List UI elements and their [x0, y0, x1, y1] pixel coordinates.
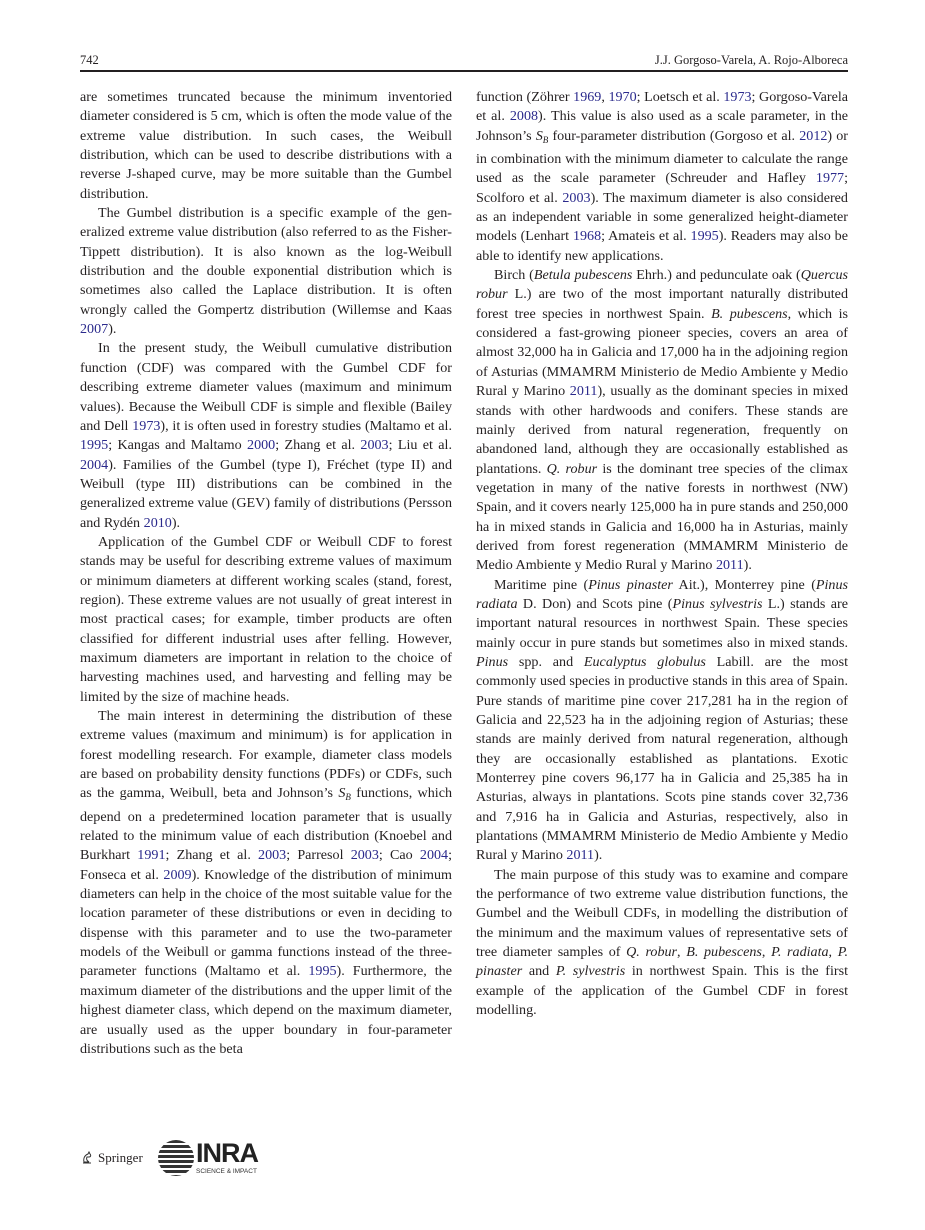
paragraph — [80, 707, 452, 1059]
citation-link[interactable]: 1995 — [690, 228, 719, 245]
paragraph — [80, 204, 452, 339]
citation-link[interactable]: 2011 — [566, 847, 595, 864]
citation-link[interactable]: 2010 — [143, 514, 172, 531]
paragraph-text: ; Cao — [378, 847, 420, 864]
right-column — [476, 88, 848, 1021]
species-name: Eucalyptus globulus — [583, 653, 706, 670]
paragraph-text: ; Fonseca et al. — [80, 847, 452, 883]
paragraph: function (Zöhrer 1969, 1970; Loetsch et al. 1973; Gorgoso-Varela et al. 2008). This value is also used as a scale parameter, in the Johnson’s $S_B$ four-parameter distribution (Gorgoso et al. 2012) or in combination with the minimum diameter to calculate the range used as the scale parameter (Schreuder and Hafley 1977; Scolforo et al. 2003). The maximum diameter is also considered as an independent variable in some generalized height-diameter models (Lenhart 1968; Amateis et al. 1995). Readers may also be able to identify new applications. — [476, 89, 848, 264]
citation-link[interactable]: 2004 — [80, 456, 109, 473]
citation-link[interactable]: 2003 — [562, 189, 591, 206]
citation-link[interactable]: 1995 — [308, 963, 337, 980]
paragraph-text: are sometimes truncated because the minimum inventoried diameter considered is 5 cm, which is often the mode value of the extreme value distribution. In such cases, the Weibull distribution, which can be used to describe distributions with a reverse J-shaped curve, may be more suitable than the Gumbel distribution. — [80, 89, 452, 202]
paragraph-text: ; Parresol — [286, 847, 351, 864]
citation-link[interactable]: 2011 — [715, 557, 744, 574]
species-name: P. pinaster — [476, 944, 849, 980]
citation-link[interactable]: 2012 — [799, 127, 828, 144]
paragraph-text: functions, which depend on a predetermined location parameter that is usually related to the minimum value of each distribution (Knoebel and Burkhart — [80, 785, 452, 864]
citation-link[interactable]: 1970 — [608, 89, 637, 105]
paragraph-text: ; Zhang et al. — [275, 437, 361, 454]
page-footer — [80, 1138, 380, 1183]
species-name: P. sylvestris — [555, 963, 626, 980]
species-name: B. pubescens — [711, 305, 788, 322]
species-name: Q. robur — [546, 460, 598, 477]
math-symbol: $S_B$ — [338, 785, 351, 803]
citation-link[interactable]: 1969 — [573, 89, 602, 105]
paragraph-text: ; Kangas and Maltamo — [108, 437, 248, 454]
paragraph-text: ; Zhang et al. — [165, 847, 259, 864]
inra-logo-text: INRA — [196, 1138, 258, 1168]
citation-link[interactable]: 1973 — [132, 417, 161, 434]
inra-logo — [158, 1138, 268, 1183]
species-name: Betula pubescens — [533, 267, 633, 284]
paragraph: Birch (Betula pubescens Ehrh.) and pedunculate oak (Quercus robur L.) are two of the most important naturally distributed forest tree species in northwest Spain. B. pubescens, which is considered a fast-growing pioneer species, covers an area of almost 32,000 ha in Galicia and 17,000 ha in the adjoining region of Asturias (MMAMRM Ministerio de Medio Ambiente y Medio Rural y Marino 2011), usually as the dominant species in mixed stands with other hardwoods and conifers. These stands are mainly derived from natural regeneration, frequently on abandoned land, although they are occasionally established as plantations. Q. robur is the dominant tree species of the climax vegetation in many of the native forests in northwest (NW) Spain, and it covers nearly 125,000 ha in pure stands and 250,000 ha in mixed stands in Galicia and 16,000 ha in Asturias, mainly derived from forest regeneration (MMAMRM Ministerio de Medio Ambiente y Medio Rural y Marino 2011). — [476, 267, 848, 574]
inra-logo-tagline: SCIENCE & IMPACT — [196, 1168, 257, 1175]
math-symbol: $S_B$ — [535, 127, 549, 145]
publisher-name: Springer — [98, 1150, 143, 1165]
species-name: Pinus sylvestris — [672, 595, 763, 612]
paragraph-text: ). Furthermore, the maximum diameter of the distributions and the upper limit of the highest diameter class, which depend on the maximum diameter, are usually used as the upper boundary in four-parameter distributions such as the beta — [80, 963, 452, 1057]
citation-link[interactable]: 2008 — [509, 108, 539, 125]
running-header — [80, 50, 848, 70]
paragraph — [80, 339, 452, 532]
species-name: P. radiata — [771, 944, 829, 961]
paragraph-text: ). — [108, 321, 117, 338]
springer-horse-icon — [80, 1151, 94, 1165]
paragraph-text: ; Liu et al. — [388, 437, 452, 454]
citation-link[interactable]: 2000 — [247, 437, 276, 454]
paragraph-text: ), it is often used in forestry studies (Maltamo et al. — [160, 417, 452, 434]
running-header-authors: J.J. Gorgoso-Varela, A. Rojo-Alboreca — [654, 53, 848, 67]
springer-logo — [80, 1150, 143, 1166]
paragraph-text: ). Knowledge of the distribution of minimum diameters can help in the choice of the most suitable value for the location parameter of these distributions or even in deciding to dispense with this parameter and to use the two-parameter models of the Weibull or gamma functions instead of the three-parameter functions (Maltamo et al. — [80, 866, 452, 980]
paragraph-text: ). Families of the Gumbel (type I), Fréchet (type II) and Weibull (type III) distributions can be combined in the generalized extreme value (GEV) family of distributions (Persson and Rydén — [80, 456, 452, 531]
paragraph: The main purpose of this study was to examine and compare the performance of two extreme value distribution functions, the Gumbel and the Weibull CDFs, in modelling the distribution of the minimum and the maximum values of representative sets of tree diameter samples of Q. robur, B. pubescens, P. radiata, P. pinaster and P. sylvestris in northwest Spain. This is the first example of the application of the Gumbel CDF in forest modelling. — [476, 866, 849, 1019]
citation-link[interactable]: 1973 — [723, 89, 752, 105]
paragraph-text: In the present study, the Weibull cumulative distribution function (CDF) was compared with the Gumbel CDF for describing extreme diameter values (maximum and minimum values). Because the Weibull CDF is simple and flexible (Bailey and Dell — [80, 340, 452, 434]
citation-link[interactable]: 1977 — [815, 170, 845, 187]
paragraph — [80, 88, 452, 204]
paragraph-text: Application of the Gumbel CDF or Weibull CDF to forest stands may be useful for describing extreme values of maximum or minimum diameters at different working scales (stand, forest, region). These extreme values are not usually of great interest in most practical cases; for example, timber products are often classified for different industrial uses after felling. However, maximum diameters are important in relation to the choice of harvesting machines used, and harvesting and felling may be limited by the size of machine heads. — [80, 533, 452, 705]
citation-link[interactable]: 1968 — [572, 228, 602, 245]
species-name: Quercus robur — [476, 267, 848, 303]
citation-link[interactable]: 1995 — [80, 437, 109, 454]
species-name: B. pubescens — [686, 944, 762, 961]
citation-link[interactable]: 2007 — [80, 321, 109, 338]
citation-link[interactable]: 2004 — [419, 847, 449, 864]
citation-link[interactable]: 2003 — [350, 847, 379, 864]
paragraph — [80, 533, 452, 707]
header-rule — [80, 70, 848, 72]
species-name: Pinus radiata — [476, 576, 849, 612]
citation-link[interactable]: 2003 — [360, 437, 389, 454]
paragraph-text: ). — [171, 514, 181, 531]
citation-link[interactable]: 2003 — [258, 847, 287, 864]
citation-link[interactable]: 2009 — [163, 866, 192, 883]
species-name: Q. robur — [626, 944, 678, 961]
citation-link[interactable]: 1991 — [137, 847, 166, 864]
species-name: Pinus pinaster — [588, 576, 673, 593]
species-name: Pinus — [476, 653, 509, 670]
left-column — [80, 88, 452, 1059]
page-number: 742 — [80, 53, 99, 67]
inra-globe-icon — [158, 1140, 194, 1176]
citation-link[interactable]: 2011 — [569, 383, 598, 400]
paragraph-text: The main interest in determining the distribution of these extreme values (maximum and minimum) is for application in forest modelling research. For example, diameter class models are based on probability density functions (PDFs) or CDFs, such as the gamma, Weibull, beta and Johnson’s — [80, 708, 452, 802]
paragraph: Maritime pine (Pinus pinaster Ait.), Monterrey pine (Pinus radiata D. Don) and Scots pine (Pinus sylvestris L.) stands are important natural resources in northwest Spain. These species mainly occur in pure stands but sometimes also in mixed stands. Pinus spp. and Eucalyptus globulus Labill. are the most commonly used species in productive stands in this area of Spain. Pure stands of maritime pine cover 217,281 ha in the region of Galicia and 22,523 ha in the adjoining region of Asturias; these stands are mainly derived from natural regeneration, although they are occasionally established as plantations. Exotic Monterrey pine covers 96,177 ha in Galicia and 25,385 ha in Asturias, always in plantations. Scots pine stands cover 32,736 and 7,916 ha in Galicia and Asturias, respectively, also in plantations (MMAMRM Ministerio de Medio Ambiente y Medio Rural y Marino 2011). — [476, 576, 849, 864]
paragraph-text: The Gumbel distribution is a specific example of the generalized extreme value distribution (also referred to as the Fisher-Tippett distribution). It is also known as the log-Weibull distribution and the double exponential distribution which is sometimes also called the Laplace distribution. It is often wrongly called the Gompertz distribution (Willemse and Kaas — [80, 205, 452, 318]
